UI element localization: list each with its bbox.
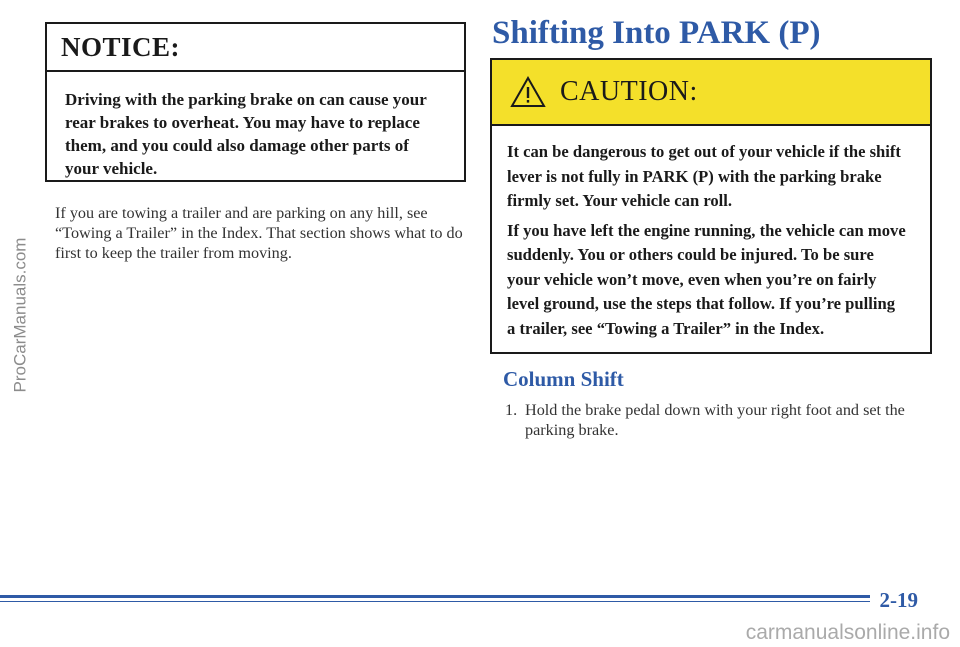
caution-box [490,58,932,354]
section-title: Shifting Into PARK (P) [492,15,821,51]
caution-header [492,60,930,126]
step-number: 1. [505,401,518,419]
step-text: Hold the brake pedal down with your right foot and set the parking brake. [525,401,905,439]
towing-paragraph: If you are towing a trailer and are parking on any hill, see “Towing a Trailer” in the Index. That section shows what to do first to keep the trailer from moving. [55,204,463,262]
caution-heading: CAUTION: [560,76,698,107]
notice-heading: NOTICE: [47,24,464,72]
caution-paragraph: It can be dangerous to get out of your vehicle if the shift lever is not fully in PARK (P) with the parking brake firmly set. Your vehicle can roll. [507,142,901,210]
notice-box [45,22,466,182]
page-number: 2-19 [879,588,918,612]
caution-text [492,126,930,341]
subsection-title: Column Shift [503,367,624,391]
caution-paragraph: If you have left the engine running, the vehicle can move suddenly. You or others could be injured. To be sure your vehicle won’t move, even when you’re on fairly level ground, use the steps that follow. If you’re pulling a trailer, see “Towing a Trailer” in the Index. [507,220,906,338]
side-watermark-text: ProCarManuals.com [10,237,30,393]
notice-text: Driving with the parking brake on can cause your rear brakes to overheat. You may have to replace them, and you could also damage other parts of your vehicle. [65,90,427,178]
footer-rule [0,585,960,625]
footer-watermark: carmanualsonline.info [745,621,950,644]
warning-triangle-icon [510,75,546,109]
side-watermark [8,150,32,480]
list-item [505,400,925,440]
